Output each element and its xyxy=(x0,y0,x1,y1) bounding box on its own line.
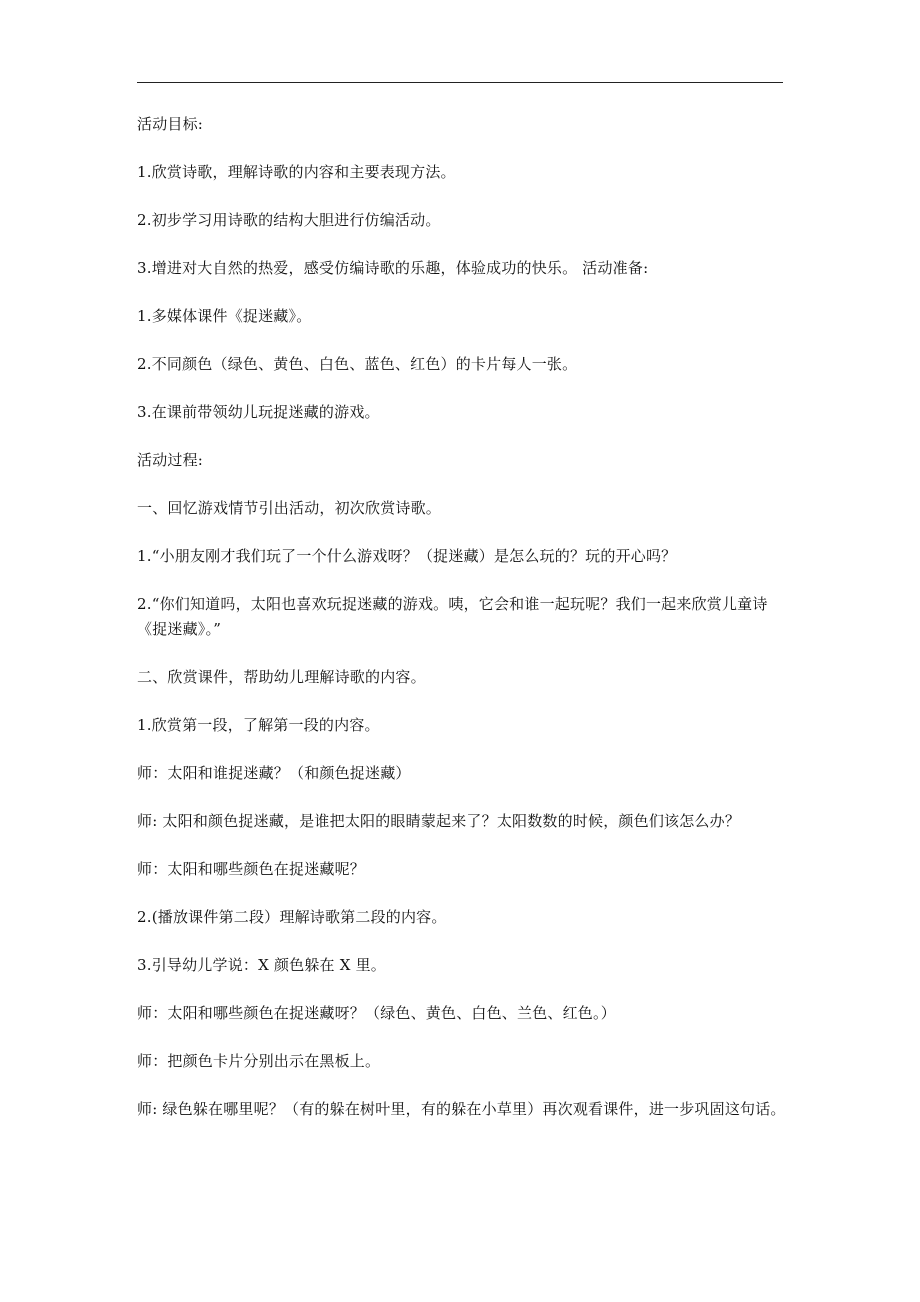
process-step-2-item-3: 3.引导幼儿学说：X 颜色躲在 X 里。 xyxy=(137,955,386,974)
prep-item-1: 1.多媒体课件《捉迷藏》。 xyxy=(137,307,312,325)
section-heading-process: 活动过程: xyxy=(137,451,204,469)
teacher-line-1: 师：太阳和谁捉迷藏？（和颜色捉迷藏） xyxy=(137,763,411,782)
process-step-1-item-2: 2.“你们知道吗，太阳也喜欢玩捉迷藏的游戏。咦，它会和谁一起玩呢？我们一起来欣赏儿童诗《捉迷藏》。” xyxy=(137,595,768,638)
process-step-2-heading: 二、欣赏课件，帮助幼儿理解诗歌的内容。 xyxy=(137,667,426,686)
document-body xyxy=(137,112,787,1145)
teacher-line-6: 师: 绿色躲在哪里呢？（有的躲在树叶里，有的躲在小草里）再次观看课件，进一步巩固这句话。 xyxy=(137,1099,786,1118)
section-heading-goals: 活动目标: xyxy=(137,115,204,133)
process-step-2-item-2: 2.(播放课件第二段）理解诗歌第二段的内容。 xyxy=(137,907,447,926)
teacher-line-2: 师: 太阳和颜色捉迷藏，是谁把太阳的眼睛蒙起来了？太阳数数的时候，颜色们该怎么办？ xyxy=(137,811,741,830)
teacher-line-4: 师：太阳和哪些颜色在捉迷藏呀？（绿色、黄色、白色、兰色、红色。） xyxy=(137,1003,616,1022)
prep-item-2: 2.不同颜色（绿色、黄色、白色、蓝色、红色）的卡片每人一张。 xyxy=(137,355,578,373)
prep-item-3: 3.在课前带领幼儿玩捉迷藏的游戏。 xyxy=(137,403,380,421)
teacher-line-3: 师：太阳和哪些颜色在捉迷藏呢？ xyxy=(137,859,366,878)
process-step-2-item-1: 1.欣赏第一段，了解第一段的内容。 xyxy=(137,715,380,734)
process-step-1-item-1: 1.“小朋友刚才我们玩了一个什么游戏呀？（捉迷藏）是怎么玩的？玩的开心吗？ xyxy=(137,547,677,565)
goal-item-3: 3.增进对大自然的热爱，感受仿编诗歌的乐趣，体验成功的快乐。 活动准备: xyxy=(137,259,649,277)
header-rule xyxy=(137,82,783,83)
goal-item-2: 2.初步学习用诗歌的结构大胆进行仿编活动。 xyxy=(137,211,441,229)
goal-item-1: 1.欣赏诗歌，理解诗歌的内容和主要表现方法。 xyxy=(137,163,456,181)
process-step-1-heading: 一、回忆游戏情节引出活动，初次欣赏诗歌。 xyxy=(137,499,442,517)
teacher-line-5: 师：把颜色卡片分别出示在黑板上。 xyxy=(137,1051,381,1070)
